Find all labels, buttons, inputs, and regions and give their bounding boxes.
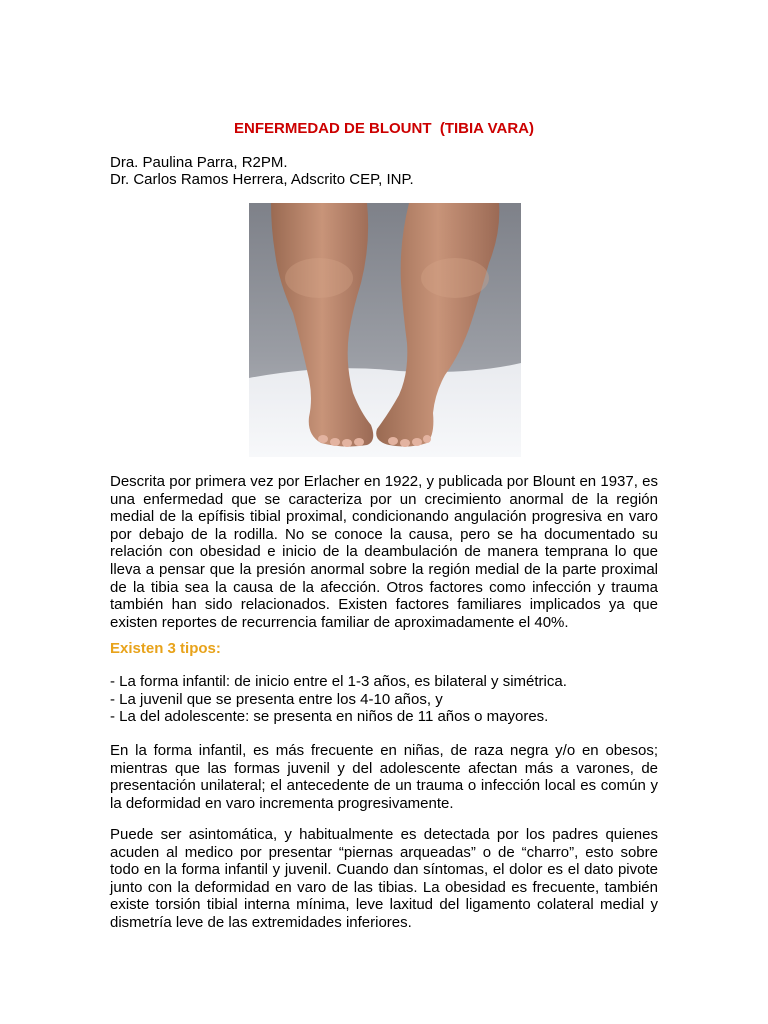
bowed-legs-photo [249, 203, 521, 457]
author-2: Dr. Carlos Ramos Herrera, Adscrito CEP, INP. [110, 171, 414, 188]
types-heading: Existen 3 tipos: [110, 640, 221, 657]
author-1: Dra. Paulina Parra, R2PM. [110, 154, 288, 171]
list-item: - La juvenil que se presenta entre los 4-10 años, y [110, 690, 443, 708]
list-item: - La del adolescente: se presenta en niños de 11 años o mayores. [110, 708, 549, 726]
paragraph-epidemiology: En la forma infantil, es más frecuente en niñas, de raza negra y/o en obesos; mientras que las formas juvenil y del adolescente afectan más a varones, de presentación unilateral; el antecedente de un trauma o infección local es común y la deformidad en varo incrementa progresivamente. [110, 742, 658, 812]
author-list [110, 154, 414, 188]
paragraph-history: Descrita por primera vez por Erlacher en 1922, y publicada por Blount en 1937, es una enfermedad que se caracteriza por un crecimiento anormal de la región medial de la epífisis tibial proximal, condicionando angulación progresiva en varo por debajo de la rodilla. No se conoce la causa, pero se ha documentado su relación con obesidad e inicio de la deambulación de manera temprana lo que lleva a pensar que la presión anormal sobre la región medial de la parte proximal de la tibia sea la causa de la afección. Otros factores como infección y trauma también han sido relacionados. Existen factores familiares implicados ya que existen reportes de recurrencia familiar de aproximadamente el 40%. [110, 473, 658, 631]
paragraph-symptoms: Puede ser asintomática, y habitualmente es detectada por los padres quienes acuden al medico por presentar “piernas arqueadas” o de “charro”, esto sobre todo en la forma infantil y juvenil. Cuando dan síntomas, el dolor es el dato pivote junto con la deformidad en varo de las tibias. La obesidad es frecuente, también existe torsión tibial interna mínima, leve laxitud del ligamento colateral medial y dismetría leve de las extremidades inferiores. [110, 826, 658, 931]
types-list [110, 673, 567, 726]
list-item: - La forma infantil: de inicio entre el 1-3 años, es bilateral y simétrica. [110, 673, 567, 690]
document-title: ENFERMEDAD DE BLOUNT (TIBIA VARA) [234, 120, 534, 137]
